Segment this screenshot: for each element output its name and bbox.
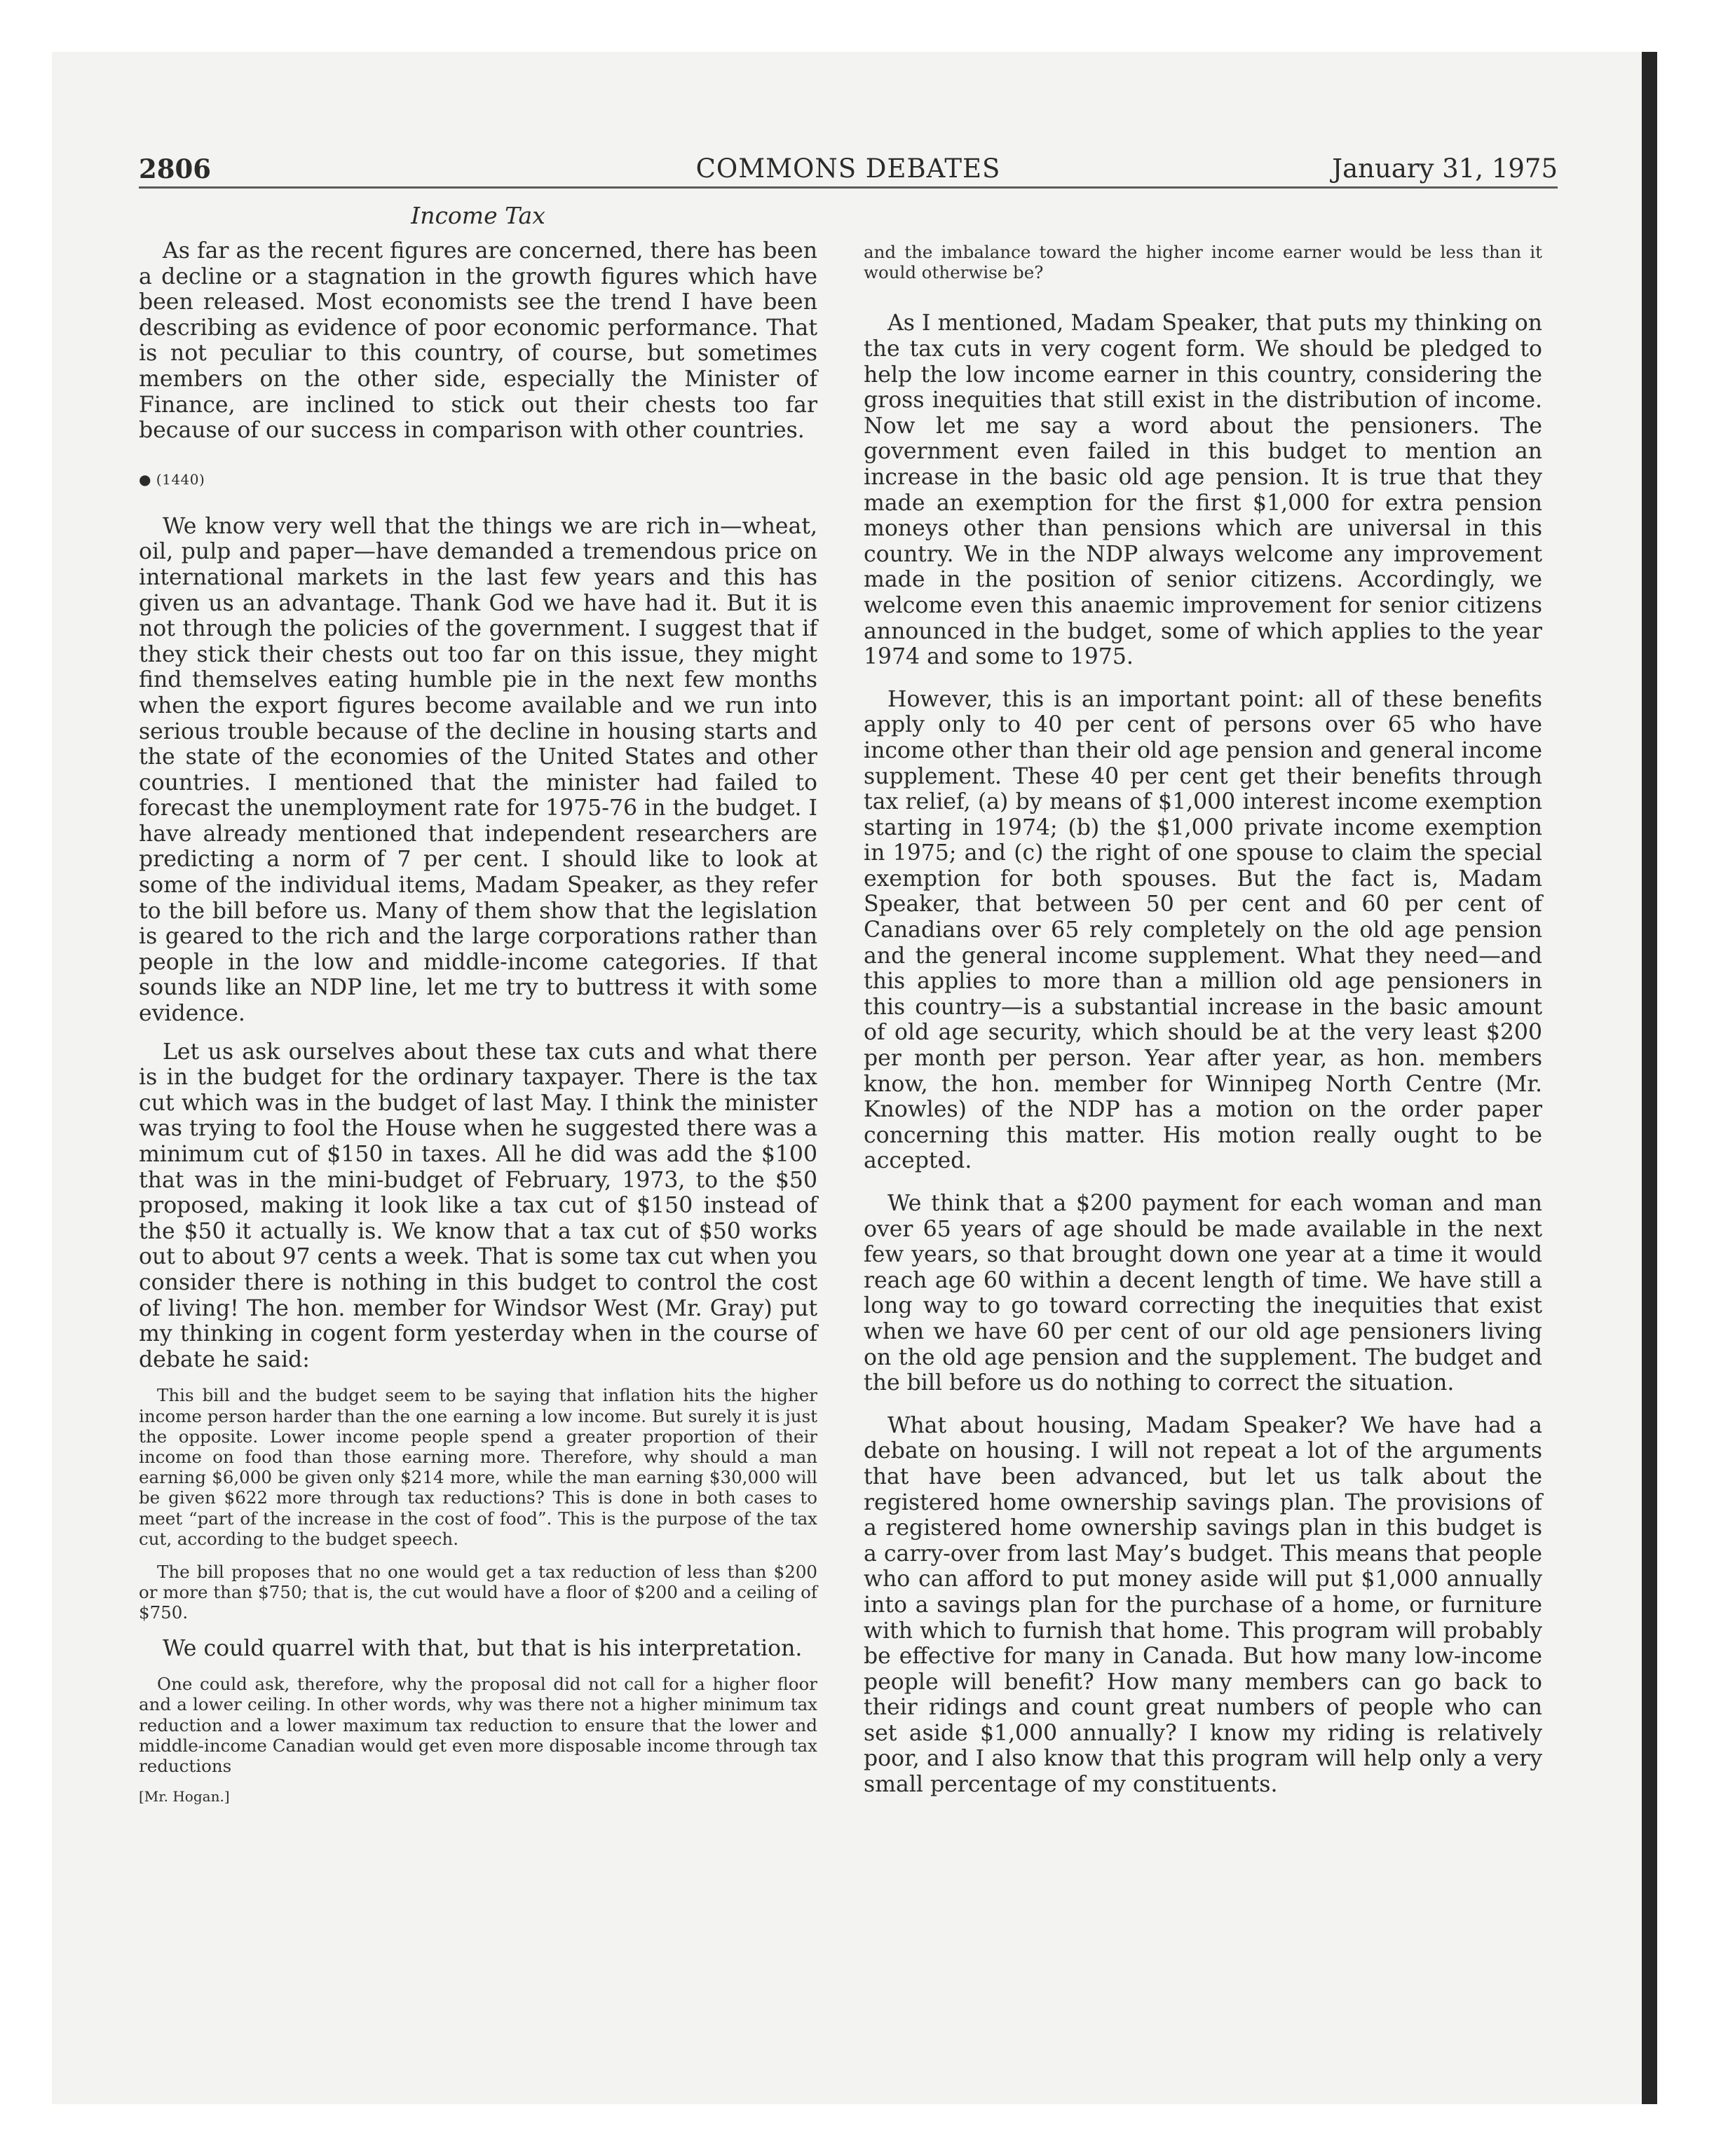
block-quote: The bill proposes that no one would get a tax reduction of less than $200 or more than $750; that is, the cut would have a floor of $200 and a ceiling of $750.	[139, 1561, 817, 1623]
publication-date: January 31, 1975	[1332, 153, 1558, 184]
paragraph: What about housing, Madam Speaker? We have had a debate on housing. I will not repeat a lot of the arguments that have been advanced, but let us talk about the registered home ownership savings plan. The provisions of a registered home ownership savings plan in this budget is a carry-over from last May’s budget. This means that people who can afford to put money aside will put $1,000 annually into a savings plan for the purchase of a home, or furniture with which to furnish that home. This program will probably be effective for many in Canada. But how many low-income people will benefit? How many members can go back to their ridings and count great numbers of people who can set aside $1,000 annually? I know my riding is relatively poor, and I also know that this program will help only a very small percentage of my constituents.	[864, 1412, 1542, 1798]
block-quote: One could ask, therefore, why the proposal did not call for a higher floor and a lower ceiling. In other words, why was there not a higher minimum tax reduction and a lower maximum tax reduction to ensure that the lower and middle-income Canadian would get even more disposable income through tax reductions	[139, 1674, 817, 1776]
page-header	[139, 151, 1558, 189]
paragraph: We think that a $200 payment for each woman and man over 65 years of age should be made available in the next few years, so that brought down one year at a time it would reach age 60 within a decent length of time. We have still a long way to go toward correcting the inequities that exist when we have 60 per cent of our old age pensioners living on the old age pension and the supplement. The budget and the bill before us do nothing to correct the situation.	[864, 1191, 1542, 1396]
paragraph: As far as the recent figures are concerned, there has been a decline or a stagnation in the growth figures which have been released. Most economists see the trend I have been describing as evidence of poor economic performance. That is not peculiar to this country, of course, but sometimes members on the other side, especially the Minister of Finance, are inclined to stick out their chests too far because of our success in comparison with other countries.	[139, 238, 817, 444]
speaker-attribution: [Mr. Hogan.]	[139, 1788, 230, 1806]
block-quote-continued: and the imbalance toward the higher income earner would be less than it would otherwise be?	[864, 242, 1542, 283]
paragraph: We could quarrel with that, but that is his interpretation.	[163, 1635, 803, 1661]
publication-title: COMMONS DEBATES	[695, 153, 1001, 184]
scan-edge	[1642, 52, 1657, 2104]
paragraph: As I mentioned, Madam Speaker, that puts my thinking on the tax cuts in very cogent form. We should be pledged to help the low income earner in this country, considering the gross inequities that still exist in the distribution of income. Now let me say a word about the pensioners. The government even failed in this budget to mention an increase in the basic old age pension. It is true that they made an exemption for the first $1,000 for extra pension moneys other than pensions which are universal in this country. We in the NDP always welcome any improvement made in the position of senior citizens. Accordingly, we welcome even this anaemic improvement for senior citizens announced in the budget, some of which applies to the year 1974 and some to 1975.	[864, 311, 1542, 670]
paragraph: However, this is an important point: all of these benefits apply only to 40 per cent of persons over 65 who have income other than their old age pension and general income supplement. These 40 per cent get their benefits through tax relief, (a) by means of $1,000 interest income exemption starting in 1974; (b) the $1,000 private income exemption in 1975; and (c) the right of one spouse to claim the special exemption for both spouses. But the fact is, Madam Speaker, that between 50 per cent and 60 per cent of Canadians over 65 rely completely on the old age pension and the general income supplement. What they need—and this applies to more than a million old age pensioners in this country—is a substantial increase in the basic amount of old age security, which should be at the very least $200 per month per person. Year after year, as hon. members know, the hon. member for Winnipeg North Centre (Mr. Knowles) of the NDP has a motion on the order paper concerning this matter. His motion really ought to be accepted.	[864, 686, 1542, 1174]
left-column	[139, 202, 817, 1807]
paragraph: We know very well that the things we are rich in—wheat, oil, pulp and paper—have demanded a tremendous price on international markets in the last few years and this has given us an advantage. Thank God we have had it. But it is not through the policies of the government. I suggest that if they stick their chests out too far on this issue, they might find themselves eating humble pie in the next few months when the export figures become available and we run into serious trouble because of the decline in housing starts and the state of the economies of the United States and other countries. I mentioned that the minister had failed to forecast the unemployment rate for 1975-76 in the budget. I have already mentioned that independent researchers are predicting a norm of 7 per cent. I should like to look at some of the individual items, Madam Speaker, as they refer to the bill before us. Many of them show that the legislation is geared to the rich and the large corporations rather than people in the low and middle-income categories. If that sounds like an NDP line, let me try to buttress it with some evidence.	[139, 513, 817, 1027]
subject-heading: Income Tax	[411, 202, 545, 229]
block-quote: This bill and the budget seem to be saying that inflation hits the higher income person harder than the one earning a low income. But surely it is just the opposite. Lower income people spend a greater proportion of their income on food than those earning more. Therefore, why should a man earning $6,000 be given only $214 more, while the man earning $30,000 will be given $622 more through tax reductions? This is done in both cases to meet “part of the increase in the cost of food”. This is the purpose of the tax cut, according to the budget speech.	[139, 1385, 817, 1549]
page-number: 2806	[139, 153, 211, 184]
right-column	[864, 242, 1542, 1798]
time-marker: ● (1440)	[139, 470, 205, 488]
paragraph: Let us ask ourselves about these tax cuts and what there is in the budget for the ordinary taxpayer. There is the tax cut which was in the budget of last May. I think the minister was trying to fool the House when he suggested there was a minimum cut of $150 in taxes. All he did was add the $100 that was in the mini-budget of February, 1973, to the $50 proposed, making it look like a tax cut of $150 instead of the $50 it actually is. We know that a tax cut of $50 works out to about 97 cents a week. That is some tax cut when you consider there is nothing in this budget to control the cost of living! The hon. member for Windsor West (Mr. Gray) put my thinking in cogent form yesterday when in the course of debate he said:	[139, 1039, 817, 1372]
